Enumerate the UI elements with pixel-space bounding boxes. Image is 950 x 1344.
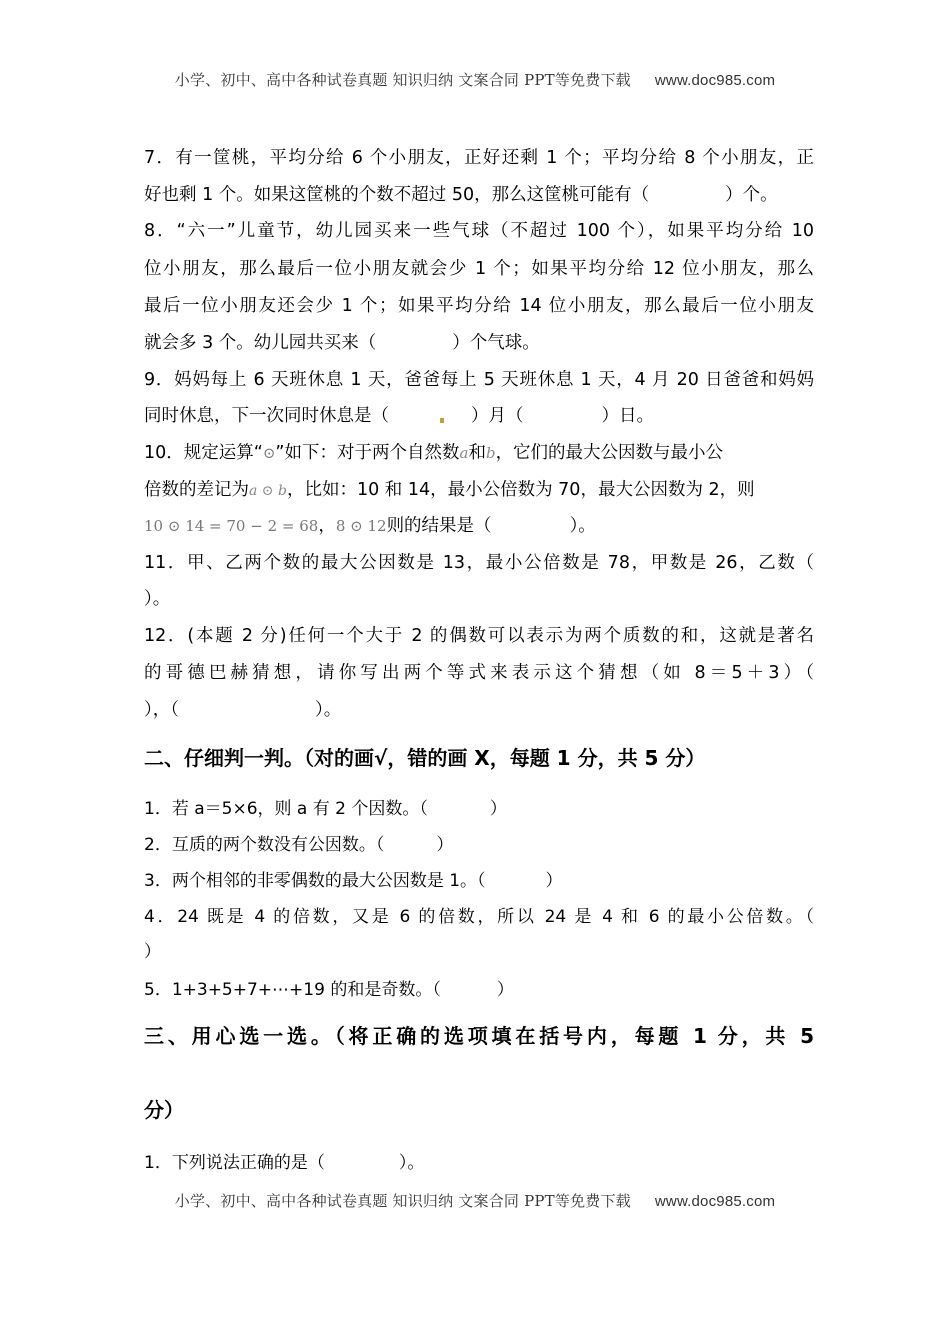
s2-item-end: ）	[496, 980, 514, 1000]
q7-line1: 7．有一筐桃，平均分给 6 个小朋友，正好还剩 1 个；平均分给 8 个小朋友，正	[144, 148, 814, 168]
s3-item-end: ）。	[398, 1153, 425, 1173]
q10-text: 则的结果是（	[386, 516, 492, 536]
q8-line1: 8．“六一”儿童节，幼儿园买来一些气球（不超过 100 个），如果平均分给 10	[144, 221, 814, 241]
q8-line2: 位小朋友，那么最后一位小朋友就会少 1 个；如果平均分给 12 位小朋友，那么	[144, 259, 814, 279]
header-text: 小学、初中、高中各种试卷真题 知识归纳 文案合同 PPT等免费下载	[174, 71, 631, 89]
page-footer	[0, 1190, 950, 1211]
q7-text: 好也剩 1 个。如果这筐桃的个数不超过 50，那么这筐桃可能有（	[144, 185, 650, 205]
s2-item-text: 3．两个相邻的非零偶数的最大公因数是 1。（	[144, 871, 486, 891]
q7-line2	[144, 182, 814, 208]
q8-text: 就会多 3 个。幼儿园共买来（	[144, 333, 377, 353]
q9-text: 同时休息，下一次同时休息是（	[144, 406, 389, 426]
s2-item-4: 4．24 既是 4 的倍数，又是 6 的倍数，所以 24 是 4 和 6 的最小公倍数。（	[144, 907, 814, 927]
q11-line1: 11．甲、乙两个数的最大公因数是 13，最小公倍数是 78，甲数是 26，乙数（	[144, 553, 814, 573]
footer-text: 小学、初中、高中各种试卷真题 知识归纳 文案合同 PPT等免费下载	[174, 1192, 631, 1210]
q10-text: 倍数的差记为	[144, 480, 249, 500]
s2-item-1	[144, 796, 814, 822]
q9-text-mid: ）月（	[471, 406, 524, 426]
q8-line4	[144, 330, 814, 356]
s2-item-text: 5．1+3+5+7+⋯+19 的和是奇数。（	[144, 980, 441, 1000]
q10-text: ，它们的最大公因数与最小公	[495, 443, 724, 463]
q8-text-end: ）个气球。	[452, 333, 540, 353]
q10-line2	[144, 477, 814, 504]
s2-item-text: 2．互质的两个数没有公因数。（	[144, 835, 385, 855]
s2-item-end: ）	[545, 871, 563, 891]
q12-line1: 12．(本题 2 分)任何一个大于 2 的偶数可以表示为两个质数的和，这就是著名	[144, 626, 814, 646]
q10-line1	[144, 440, 814, 466]
s2-item-end: ）	[436, 835, 454, 855]
q10-text: ，比如：10 和 14，最小公倍数为 70，最大公因数为 2，则	[286, 480, 755, 500]
expr-8-odot-12: 8 ⊙ 12	[335, 517, 387, 535]
s2-item-4-end: ）	[144, 942, 161, 962]
q10-text: 和	[468, 443, 486, 463]
section3-title-line1: 三、用心选一选。（将正确的选项填在括号内，每题 1 分，共 5	[144, 1024, 814, 1048]
q9-line1: 9．妈妈每上 6 天班休息 1 天，爸爸每上 5 天班休息 1 天，4 月 20 日爸爸和妈妈	[144, 370, 814, 390]
q10-line3	[144, 513, 814, 539]
var-a: a	[459, 444, 469, 462]
q10-text: ”如下：对于两个自然数	[275, 443, 460, 463]
section2-title: 二、仔细判一判。（对的画√，错的画 X，每题 1 分，共 5 分）	[144, 746, 706, 770]
q12-line2: 的哥德巴赫猜想，请你写出两个等式来表示这个猜想（如 8＝5＋3）（	[144, 663, 814, 683]
s2-item-end: ）	[489, 799, 507, 819]
q11-line2: ）。	[144, 589, 171, 609]
expr-a-odot-b: a ⊙ b	[249, 483, 287, 499]
q12-text-end: ）。	[315, 700, 342, 720]
section3-title-line2: 分）	[144, 1098, 184, 1122]
q7-text-end: ）个。	[725, 185, 778, 205]
q10-text-end: ）。	[569, 516, 596, 536]
var-b: b	[485, 444, 496, 462]
page-header	[0, 69, 950, 90]
q10-comma: ，	[318, 516, 336, 536]
s3-item-text: 1．下列说法正确的是（	[144, 1153, 325, 1173]
s2-item-5	[144, 977, 814, 1003]
s2-item-2	[144, 832, 814, 858]
header-url[interactable]: www.doc985.com	[654, 72, 776, 89]
s2-item-text: 1．若 a＝5×6，则 a 有 2 个因数。（	[144, 799, 428, 819]
q9-text-end: ）日。	[601, 406, 654, 426]
q9-line2	[144, 403, 814, 429]
stray-mark	[440, 418, 444, 423]
q10-text: 10．规定运算“	[144, 443, 263, 463]
s3-item-1	[144, 1150, 814, 1176]
q12-line3	[144, 697, 814, 723]
example-expression: 10 ⊙ 14 = 70 − 2 = 68	[144, 517, 319, 535]
s2-item-3	[144, 868, 814, 894]
odot-symbol: ⊙	[262, 444, 276, 462]
q12-text: ），（	[144, 700, 179, 720]
footer-url[interactable]: www.doc985.com	[654, 1193, 776, 1210]
q8-line3: 最后一位小朋友还会少 1 个；如果平均分给 14 位小朋友，那么最后一位小朋友	[144, 296, 814, 316]
